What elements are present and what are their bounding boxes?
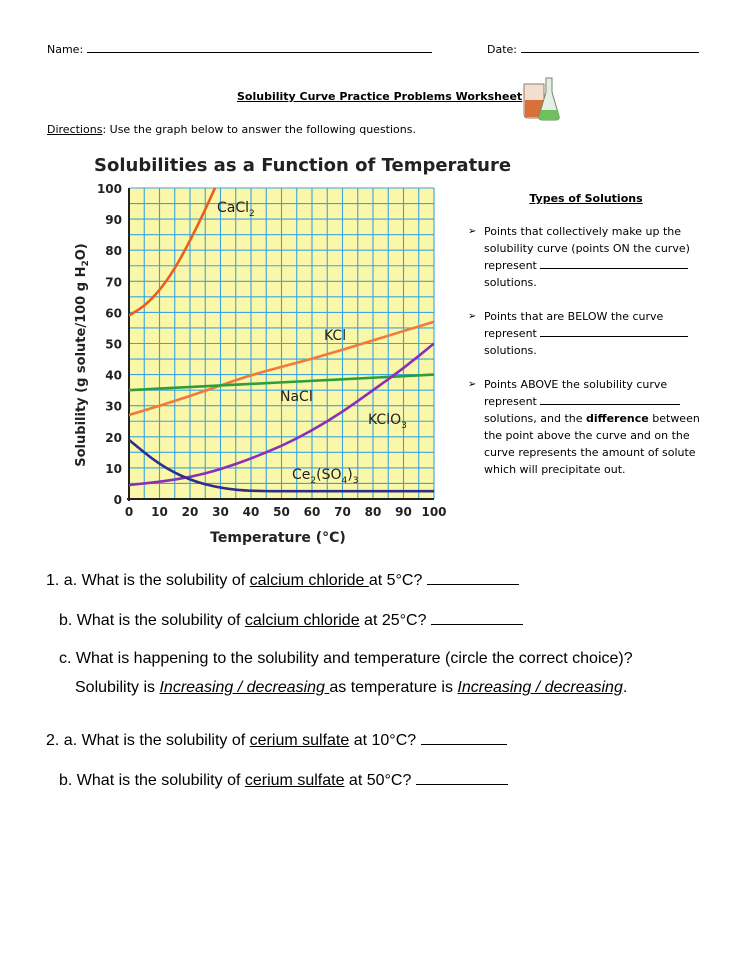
q2a-answer-blank[interactable] bbox=[421, 730, 507, 745]
question-2b bbox=[59, 770, 508, 790]
q1a-subject: calcium chloride bbox=[249, 572, 369, 589]
question-1a bbox=[46, 570, 519, 590]
x-tick-label: 80 bbox=[364, 505, 382, 519]
bullet-above-text-a: Points ABOVE the solubility curve represent bbox=[484, 378, 668, 408]
q1a-suffix: at 5°C? bbox=[368, 572, 423, 589]
temperature-choice[interactable]: Increasing / decreasing bbox=[457, 679, 623, 696]
name-blank[interactable] bbox=[87, 52, 432, 53]
y-axis-label-sub: 2 bbox=[81, 260, 91, 267]
q1c-period: . bbox=[622, 679, 628, 696]
y-axis-label-b: O) bbox=[74, 243, 89, 261]
q2a-subject: cerium sulfate bbox=[249, 732, 350, 749]
name-label: Name: bbox=[47, 43, 84, 56]
blank-above-curve[interactable] bbox=[540, 404, 680, 405]
x-tick-label: 20 bbox=[181, 505, 199, 519]
y-axis-label-a: Solubility (g solute/100 g H bbox=[74, 266, 89, 467]
q1a-prefix: 1. a. What is the solubility of bbox=[46, 572, 246, 589]
types-title: Types of Solutions bbox=[529, 192, 643, 205]
y-tick-label: 100 bbox=[96, 182, 122, 196]
bullet-above-curve bbox=[466, 376, 716, 478]
bullet-on-curve bbox=[466, 223, 716, 291]
bullet-above-text-c: between the point above the curve and on the curve represents the amount of solute which will precipitate out. bbox=[484, 412, 700, 476]
q1b-subject: calcium chloride bbox=[244, 612, 360, 629]
y-tick-label: 40 bbox=[105, 368, 122, 383]
y-tick-label: 60 bbox=[105, 306, 122, 321]
q2b-suffix: at 50°C? bbox=[348, 772, 412, 789]
series-label: $Ce_2(SO_4)_3$ bbox=[292, 467, 359, 486]
solubility-choice[interactable]: Increasing / decreasing bbox=[159, 679, 330, 696]
bullet-above-text-b: solutions, and the bbox=[484, 412, 583, 425]
bullet-below-end: solutions. bbox=[484, 344, 537, 357]
series-label: NaCl bbox=[280, 389, 313, 405]
series-label: KCl bbox=[324, 328, 347, 344]
directions-text: : Use the graph below to answer the following questions. bbox=[102, 123, 416, 136]
q2a-prefix: 2. a. What is the solubility of bbox=[46, 732, 246, 749]
y-axis-label bbox=[74, 243, 91, 466]
x-tick-label: 30 bbox=[212, 505, 229, 519]
x-tick-label: 60 bbox=[303, 505, 321, 519]
types-of-solutions bbox=[466, 190, 716, 495]
name-field[interactable] bbox=[47, 43, 437, 56]
x-tick-label: 0 bbox=[124, 505, 134, 519]
y-tick-label: 70 bbox=[105, 275, 122, 290]
x-axis-label: Temperature (°C) bbox=[210, 530, 346, 546]
q2b-answer-blank[interactable] bbox=[416, 770, 508, 785]
q1b-suffix: at 25°C? bbox=[364, 612, 427, 629]
x-tick-label: 10 bbox=[151, 505, 168, 519]
blank-on-curve[interactable] bbox=[540, 268, 688, 269]
q2b-subject: cerium sulfate bbox=[244, 772, 345, 789]
beaker-illustration-icon bbox=[520, 74, 560, 122]
x-tick-label: 100 bbox=[421, 505, 447, 519]
blank-below-curve[interactable] bbox=[540, 336, 688, 337]
series-label: CaCl$_2$ bbox=[217, 200, 255, 219]
directions-label: Directions bbox=[47, 123, 103, 136]
series-label: KClO$_3$ bbox=[368, 412, 407, 431]
date-label: Date: bbox=[487, 43, 517, 56]
worksheet-title: Solubility Curve Practice Problems Worksheet bbox=[237, 90, 523, 103]
question-1c-choices bbox=[75, 679, 627, 697]
bullet-on-curve-end: solutions. bbox=[484, 276, 537, 289]
bullet-below-text: Points that are BELOW the curve represent bbox=[484, 310, 664, 340]
y-tick-label: 80 bbox=[105, 244, 122, 259]
y-tick-label: 10 bbox=[105, 461, 122, 476]
bullet-above-bold: difference bbox=[586, 412, 649, 425]
y-tick-label: 50 bbox=[105, 337, 122, 352]
y-tick-label: 20 bbox=[105, 430, 122, 445]
q1a-answer-blank[interactable] bbox=[427, 570, 519, 585]
q2b-prefix: b. What is the solubility of bbox=[59, 772, 241, 789]
y-tick-label: 30 bbox=[105, 399, 122, 414]
date-blank[interactable] bbox=[521, 52, 699, 53]
date-field[interactable] bbox=[487, 43, 702, 56]
q1c-text: c. What is happening to the solubility and temperature (circle the correct choice)? bbox=[59, 650, 633, 667]
x-tick-label: 40 bbox=[242, 505, 260, 519]
q1c-solubility-label: Solubility is bbox=[75, 679, 156, 696]
bullet-on-curve-text: Points that collectively make up the solubility curve (points ON the curve) represent bbox=[484, 225, 690, 272]
x-tick-label: 90 bbox=[395, 505, 412, 519]
x-tick-label: 70 bbox=[334, 505, 351, 519]
bullet-below-curve bbox=[466, 308, 716, 359]
question-1b bbox=[59, 610, 523, 630]
question-1c bbox=[59, 650, 633, 668]
y-tick-label: 90 bbox=[105, 213, 122, 228]
directions bbox=[47, 123, 416, 136]
question-2a bbox=[46, 730, 507, 750]
q1c-temperature-label: as temperature is bbox=[329, 679, 453, 696]
q2a-suffix: at 10°C? bbox=[353, 732, 417, 749]
q1b-answer-blank[interactable] bbox=[431, 610, 523, 625]
q1b-prefix: b. What is the solubility of bbox=[59, 612, 241, 629]
y-tick-label: 0 bbox=[113, 493, 122, 507]
chart-title: Solubilities as a Function of Temperature bbox=[94, 155, 512, 176]
x-tick-label: 50 bbox=[273, 505, 290, 519]
